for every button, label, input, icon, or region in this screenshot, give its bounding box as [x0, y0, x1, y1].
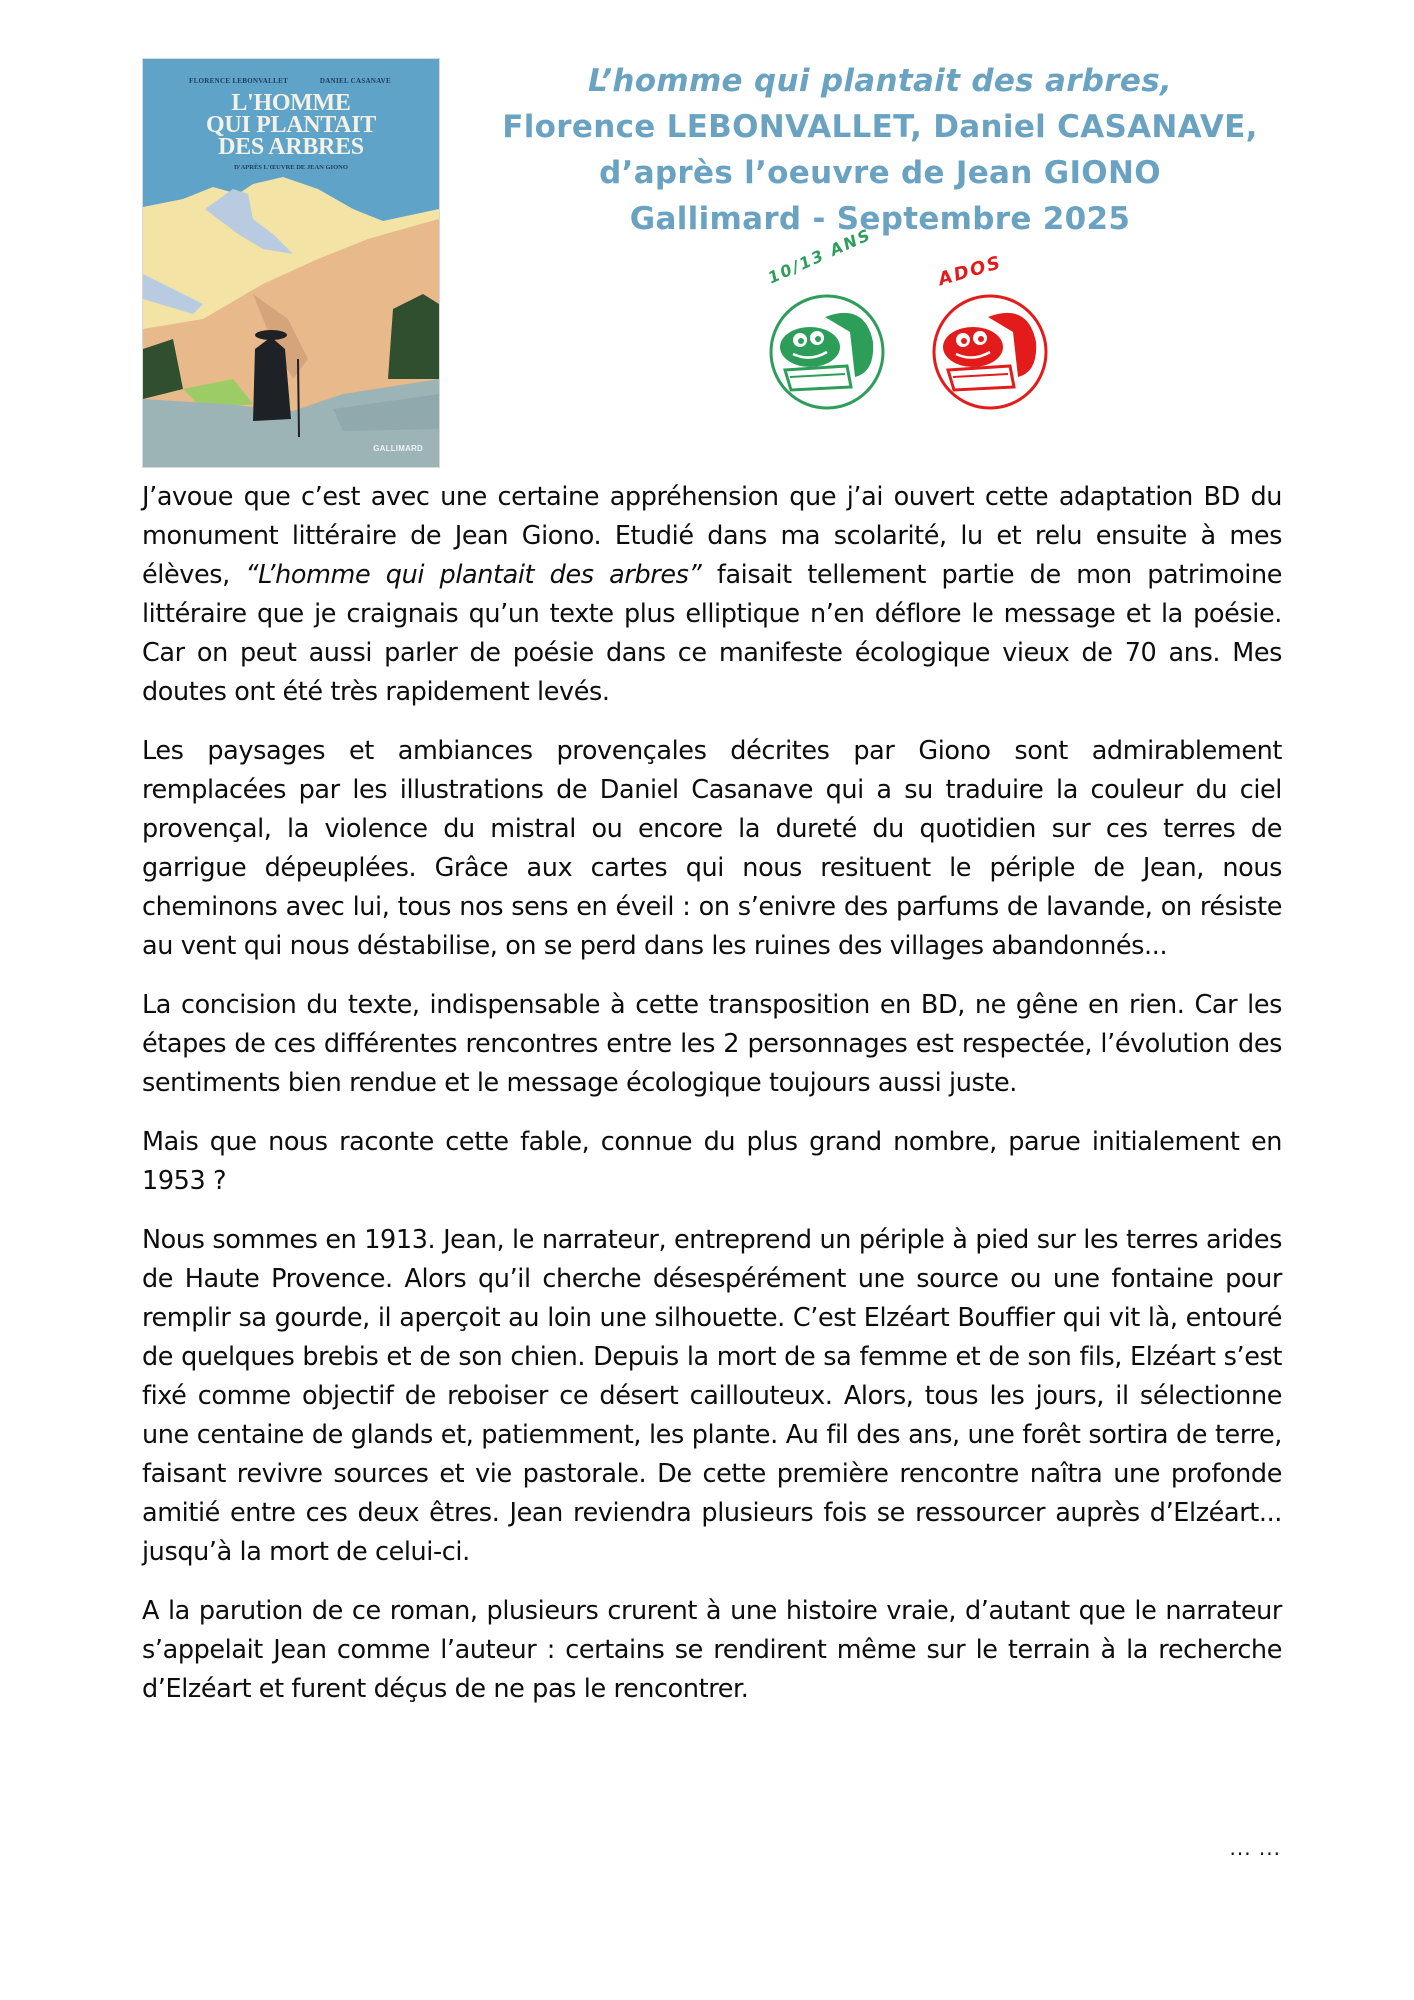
cover-publisher-logo: GALLIMARD — [373, 444, 423, 453]
book-title: L’homme qui plantait des arbres, — [587, 63, 1173, 99]
book-authors: Florence LEBONVALLET, Daniel CASANAVE, — [502, 109, 1258, 145]
review-body — [142, 478, 1282, 1729]
badge-label: 10/13 ANS — [765, 224, 875, 288]
paragraph-text: faisait tellement partie de mon patrimoine littéraire que je craignais qu’un texte plus elliptique n’en déflore le message et la poésie. Car on peut aussi parler de poésie dans ce manifeste écologique vieux de 70 ans. Mes doutes ont été très rapidement levés. — [142, 560, 1282, 707]
age-badge-ados — [918, 252, 1058, 412]
book-publisher-date: Gallimard - Septembre 2025 — [629, 201, 1131, 237]
cover-title-line: DES ARBRES — [218, 134, 364, 160]
cover-title-line: QUI PLANTAIT — [206, 112, 376, 138]
book-header — [470, 58, 1290, 242]
reading-frog-icon — [918, 262, 1058, 412]
book-source: d’après l’oeuvre de Jean GIONO — [599, 155, 1161, 191]
paragraph — [142, 478, 1282, 712]
badge-label: ADOS — [936, 252, 1005, 291]
age-badge-10-13 — [755, 224, 895, 412]
cover-author-right: DANIEL CASANAVE — [319, 77, 391, 85]
cover-subtitle: D'APRÈS L'ŒUVRE DE JEAN GIONO — [234, 164, 348, 171]
paragraph: A la parution de ce roman, plusieurs crurent à une histoire vraie, d’autant que le narrateur s’appelait Jean comme l’auteur : certains se rendirent même sur le terrain à la recherche d’Elzéart et furent déçus de ne pas le rencontrer. — [142, 1596, 1282, 1704]
paragraph-text: J’avoue que c’est avec une certaine appréhension que j’ai ouvert cette adaptation BD du monument littéraire de Jean Giono. Etudié dans ma scolarité, lu et relu ensuite à mes élèves, — [142, 482, 1282, 590]
cover-title-line: L'HOMME — [231, 90, 351, 116]
book-cover-image — [142, 58, 440, 468]
paragraph: Mais que nous raconte cette fable, connue du plus grand nombre, parue initialement en 1953 ? — [142, 1127, 1282, 1196]
continuation-marker: ... ... — [1229, 1836, 1281, 1860]
paragraph: Nous sommes en 1913. Jean, le narrateur, entreprend un périple à pied sur les terres arides de Haute Provence. Alors qu’il cherche désespérément une source ou une fontaine pour remplir sa gourde, il aperçoit au loin une silhouette. C’est Elzéart Bouffier qui vit là, entouré de quelques brebis et de son chien. Depuis la mort de sa femme et de son fils, Elzéart s’est fixé comme objectif de reboiser ce désert caillouteux. Alors, tous les jours, il sélectionne une centaine de glands et, patiemment, les plante. Au fil des ans, une forêt sortira de terre, faisant revivre sources et vie pastorale. De cette première rencontre naîtra une profonde amitié entre ces deux êtres. Jean reviendra plusieurs fois se ressourcer auprès d’Elzéart... jusqu’à la mort de celui-ci. — [142, 1225, 1282, 1567]
cover-author-left: FLORENCE LEBONVALLET — [189, 77, 289, 85]
cover-title — [143, 92, 439, 158]
paragraph: La concision du texte, indispensable à cette transposition en BD, ne gêne en rien. Car les étapes de ces différentes rencontres entre les 2 personnages est respectée, l’évolution des sentiments bien rendue et le message écologique toujours aussi juste. — [142, 990, 1282, 1098]
paragraph: Les paysages et ambiances provençales décrites par Giono sont admirablement remplacées par les illustrations de Daniel Casanave qui a su traduire la couleur du ciel provençal, la violence du mistral ou encore la dureté du quotidien sur ces terres de garrigue dépeuplées. Grâce aux cartes qui nous resituent le périple de Jean, nous cheminons avec lui, tous nos sens en éveil : on s’enivre des parfums de lavande, on résiste au vent qui nous déstabilise, on se perd dans les ruines des villages abandonnés... — [142, 736, 1282, 961]
quoted-title: “L’homme qui plantait des arbres” — [245, 560, 702, 590]
